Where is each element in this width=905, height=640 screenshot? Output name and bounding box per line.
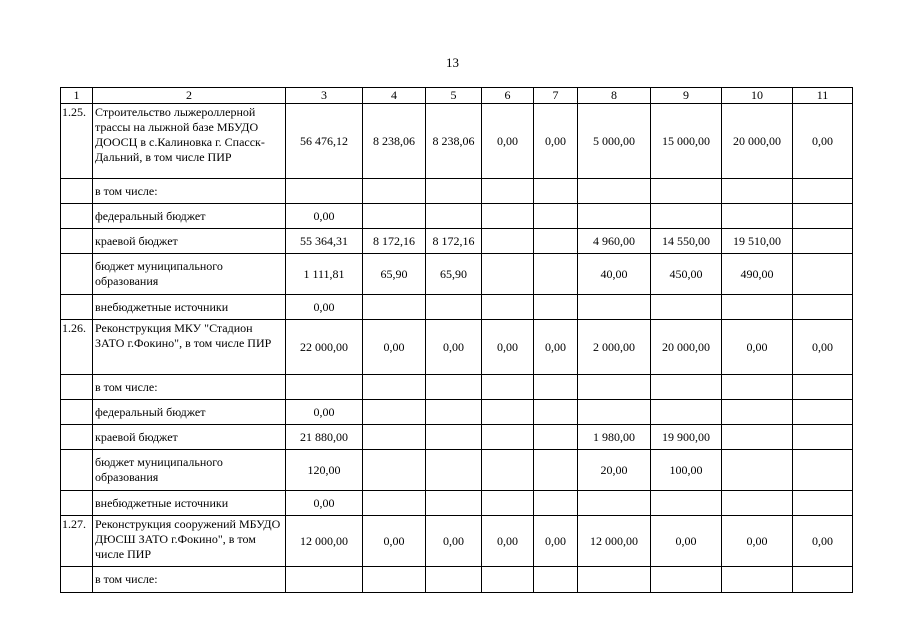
- value-cell: 65,90: [363, 254, 426, 295]
- value-cell: [793, 425, 853, 450]
- value-cell: [793, 254, 853, 295]
- table-row: [61, 375, 853, 400]
- value-cell: 1 111,81: [286, 254, 363, 295]
- item-name: краевой бюджет: [93, 229, 286, 254]
- item-code: [61, 425, 93, 450]
- value-cell: 40,00: [578, 254, 651, 295]
- item-name: краевой бюджет: [93, 425, 286, 450]
- value-cell: [534, 375, 578, 400]
- column-header: 7: [534, 88, 578, 104]
- value-cell: [482, 425, 534, 450]
- value-cell: 8 172,16: [363, 229, 426, 254]
- item-name: внебюджетные источники: [93, 491, 286, 516]
- column-header: 8: [578, 88, 651, 104]
- value-cell: 0,00: [426, 320, 482, 375]
- item-code: [61, 295, 93, 320]
- value-cell: [286, 375, 363, 400]
- value-cell: [426, 567, 482, 593]
- value-cell: [578, 295, 651, 320]
- table-row: [61, 450, 853, 491]
- item-name: внебюджетные источники: [93, 295, 286, 320]
- value-cell: 0,00: [793, 516, 853, 567]
- value-cell: [722, 450, 793, 491]
- table-row: [61, 254, 853, 295]
- value-cell: 0,00: [286, 491, 363, 516]
- value-cell: [363, 400, 426, 425]
- table-row: [61, 425, 853, 450]
- value-cell: 0,00: [363, 320, 426, 375]
- value-cell: [534, 254, 578, 295]
- value-cell: [534, 179, 578, 204]
- value-cell: [722, 491, 793, 516]
- value-cell: [793, 295, 853, 320]
- value-cell: [426, 491, 482, 516]
- value-cell: [482, 204, 534, 229]
- value-cell: 14 550,00: [651, 229, 722, 254]
- item-code: [61, 400, 93, 425]
- value-cell: [722, 425, 793, 450]
- value-cell: [793, 491, 853, 516]
- value-cell: [534, 425, 578, 450]
- item-name: в том числе:: [93, 179, 286, 204]
- header-row: [61, 88, 853, 104]
- value-cell: 100,00: [651, 450, 722, 491]
- item-code: [61, 254, 93, 295]
- value-cell: 19 510,00: [722, 229, 793, 254]
- table-row: [61, 491, 853, 516]
- value-cell: [482, 295, 534, 320]
- item-name: Строительство лыжероллерной трассы на лыжной базе МБУДО ДООСЦ в с.Калиновка г. Спасск-Дальний, в том числе ПИР: [93, 104, 286, 179]
- value-cell: [578, 204, 651, 229]
- value-cell: [722, 179, 793, 204]
- value-cell: [793, 204, 853, 229]
- value-cell: 0,00: [534, 320, 578, 375]
- table-row-item: [61, 320, 853, 375]
- value-cell: 0,00: [363, 516, 426, 567]
- value-cell: [722, 204, 793, 229]
- value-cell: 120,00: [286, 450, 363, 491]
- value-cell: 15 000,00: [651, 104, 722, 179]
- value-cell: [651, 400, 722, 425]
- value-cell: [651, 295, 722, 320]
- value-cell: 0,00: [793, 104, 853, 179]
- value-cell: [651, 567, 722, 593]
- table-row: [61, 400, 853, 425]
- budget-table: [60, 87, 853, 593]
- value-cell: 5 000,00: [578, 104, 651, 179]
- item-name: в том числе:: [93, 567, 286, 593]
- value-cell: [722, 567, 793, 593]
- table-row: [61, 229, 853, 254]
- item-name: федеральный бюджет: [93, 400, 286, 425]
- item-name: Реконструкция МКУ "Стадион ЗАТО г.Фокино", в том числе ПИР: [93, 320, 286, 375]
- value-cell: [426, 179, 482, 204]
- column-header: 5: [426, 88, 482, 104]
- value-cell: 0,00: [722, 516, 793, 567]
- value-cell: [534, 491, 578, 516]
- value-cell: [578, 491, 651, 516]
- value-cell: [793, 375, 853, 400]
- value-cell: 20,00: [578, 450, 651, 491]
- value-cell: [363, 425, 426, 450]
- item-code: 1.27.: [61, 516, 93, 567]
- column-header: 10: [722, 88, 793, 104]
- value-cell: 22 000,00: [286, 320, 363, 375]
- table-row-item: [61, 516, 853, 567]
- value-cell: 21 880,00: [286, 425, 363, 450]
- value-cell: [482, 179, 534, 204]
- value-cell: [426, 450, 482, 491]
- item-name: бюджет муниципального образования: [93, 450, 286, 491]
- item-name: федеральный бюджет: [93, 204, 286, 229]
- column-header: 1: [61, 88, 93, 104]
- value-cell: 20 000,00: [651, 320, 722, 375]
- value-cell: 0,00: [482, 104, 534, 179]
- table-row: [61, 567, 853, 593]
- item-code: 1.26.: [61, 320, 93, 375]
- value-cell: [363, 375, 426, 400]
- value-cell: [651, 375, 722, 400]
- value-cell: [286, 179, 363, 204]
- value-cell: 8 238,06: [363, 104, 426, 179]
- column-header: 11: [793, 88, 853, 104]
- value-cell: 450,00: [651, 254, 722, 295]
- value-cell: [534, 450, 578, 491]
- value-cell: [426, 204, 482, 229]
- value-cell: 8 172,16: [426, 229, 482, 254]
- value-cell: 65,90: [426, 254, 482, 295]
- table-row: [61, 179, 853, 204]
- value-cell: [286, 567, 363, 593]
- value-cell: 56 476,12: [286, 104, 363, 179]
- value-cell: [722, 400, 793, 425]
- item-code: [61, 567, 93, 593]
- table-row-item: [61, 104, 853, 179]
- value-cell: [426, 295, 482, 320]
- item-name: в том числе:: [93, 375, 286, 400]
- page-number: 13: [446, 55, 459, 70]
- value-cell: [793, 400, 853, 425]
- value-cell: 55 364,31: [286, 229, 363, 254]
- value-cell: 12 000,00: [286, 516, 363, 567]
- value-cell: 0,00: [426, 516, 482, 567]
- value-cell: [534, 400, 578, 425]
- value-cell: 12 000,00: [578, 516, 651, 567]
- value-cell: [482, 254, 534, 295]
- value-cell: [534, 567, 578, 593]
- value-cell: 0,00: [651, 516, 722, 567]
- value-cell: [363, 295, 426, 320]
- value-cell: 0,00: [793, 320, 853, 375]
- item-name: Реконструкция сооружений МБУДО ДЮСШ ЗАТО г.Фокино", в том числе ПИР: [93, 516, 286, 567]
- item-code: [61, 204, 93, 229]
- value-cell: [363, 179, 426, 204]
- value-cell: [363, 450, 426, 491]
- value-cell: [482, 400, 534, 425]
- value-cell: [426, 375, 482, 400]
- value-cell: [534, 295, 578, 320]
- item-code: [61, 450, 93, 491]
- value-cell: 2 000,00: [578, 320, 651, 375]
- item-code: [61, 179, 93, 204]
- item-code: 1.25.: [61, 104, 93, 179]
- table-row: [61, 204, 853, 229]
- value-cell: [482, 491, 534, 516]
- value-cell: 0,00: [534, 104, 578, 179]
- value-cell: [578, 179, 651, 204]
- value-cell: 490,00: [722, 254, 793, 295]
- value-cell: [363, 204, 426, 229]
- value-cell: 4 960,00: [578, 229, 651, 254]
- item-code: [61, 229, 93, 254]
- value-cell: [482, 450, 534, 491]
- value-cell: [578, 567, 651, 593]
- value-cell: [363, 491, 426, 516]
- value-cell: [482, 567, 534, 593]
- value-cell: [482, 375, 534, 400]
- value-cell: [534, 204, 578, 229]
- value-cell: [534, 229, 578, 254]
- value-cell: 0,00: [482, 516, 534, 567]
- value-cell: 0,00: [286, 204, 363, 229]
- value-cell: [651, 491, 722, 516]
- column-header: 4: [363, 88, 426, 104]
- value-cell: 0,00: [286, 400, 363, 425]
- value-cell: [651, 179, 722, 204]
- value-cell: [426, 400, 482, 425]
- column-header: 9: [651, 88, 722, 104]
- value-cell: 19 900,00: [651, 425, 722, 450]
- table-row: [61, 295, 853, 320]
- value-cell: [793, 567, 853, 593]
- value-cell: [793, 229, 853, 254]
- value-cell: 8 238,06: [426, 104, 482, 179]
- value-cell: 1 980,00: [578, 425, 651, 450]
- value-cell: 0,00: [286, 295, 363, 320]
- value-cell: [578, 375, 651, 400]
- value-cell: [426, 425, 482, 450]
- column-header: 6: [482, 88, 534, 104]
- value-cell: 20 000,00: [722, 104, 793, 179]
- value-cell: [578, 400, 651, 425]
- value-cell: 0,00: [482, 320, 534, 375]
- value-cell: [651, 204, 722, 229]
- value-cell: 0,00: [722, 320, 793, 375]
- item-code: [61, 375, 93, 400]
- value-cell: [722, 295, 793, 320]
- item-code: [61, 491, 93, 516]
- item-name: бюджет муниципального образования: [93, 254, 286, 295]
- value-cell: [793, 450, 853, 491]
- value-cell: [793, 179, 853, 204]
- value-cell: [722, 375, 793, 400]
- column-header: 3: [286, 88, 363, 104]
- value-cell: [482, 229, 534, 254]
- value-cell: [363, 567, 426, 593]
- value-cell: 0,00: [534, 516, 578, 567]
- column-header: 2: [93, 88, 286, 104]
